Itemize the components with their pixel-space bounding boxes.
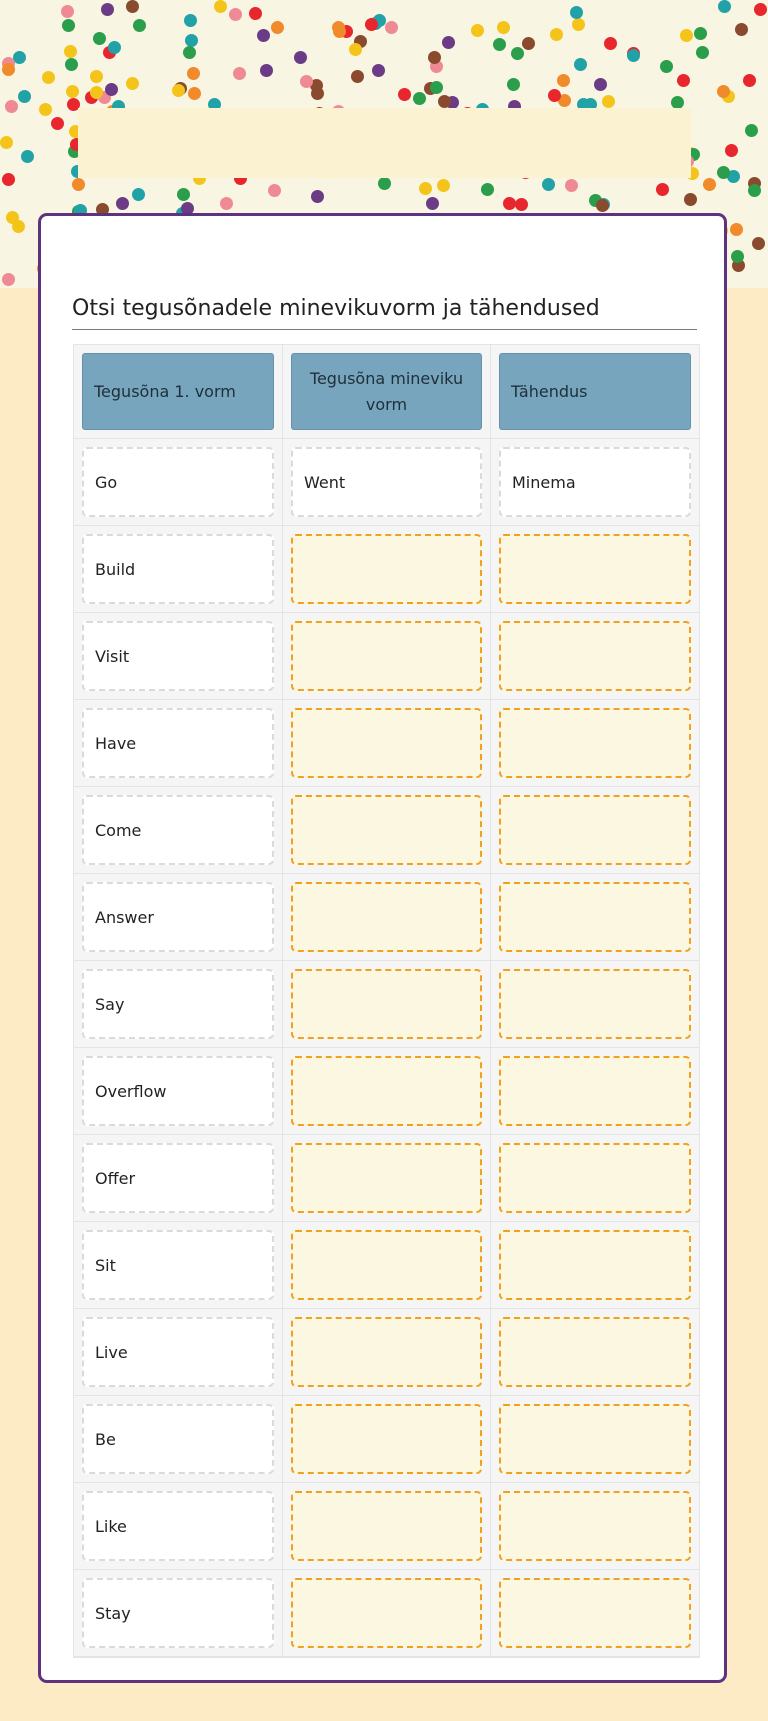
drop-zone-past[interactable] xyxy=(291,1491,482,1561)
confetti-dot xyxy=(602,95,615,108)
confetti-dot xyxy=(2,63,15,76)
confetti-dot xyxy=(677,74,690,87)
drop-zone-past[interactable] xyxy=(291,1317,482,1387)
confetti-dot xyxy=(565,179,578,192)
confetti-dot xyxy=(184,14,197,27)
drop-zone-meaning[interactable] xyxy=(499,534,691,604)
drop-zone-meaning[interactable] xyxy=(499,969,691,1039)
confetti-dot xyxy=(64,45,77,58)
drop-zone-past[interactable] xyxy=(291,708,482,778)
table-cell xyxy=(74,787,283,874)
confetti-dot xyxy=(39,103,52,116)
confetti-dot xyxy=(684,193,697,206)
confetti-dot xyxy=(93,32,106,45)
confetti-dot xyxy=(752,237,765,250)
confetti-dot xyxy=(62,19,75,32)
word-card[interactable]: Went xyxy=(291,447,482,517)
confetti-dot xyxy=(233,67,246,80)
confetti-dot xyxy=(2,273,15,286)
confetti-dot xyxy=(21,150,34,163)
word-card[interactable]: Have xyxy=(82,708,274,778)
drop-zone-meaning[interactable] xyxy=(499,795,691,865)
confetti-dot xyxy=(570,6,583,19)
table-cell xyxy=(74,526,283,613)
matching-table xyxy=(73,344,700,1658)
confetti-dot xyxy=(349,43,362,56)
confetti-dot xyxy=(656,183,669,196)
drop-zone-past[interactable] xyxy=(291,621,482,691)
column-header-meaning xyxy=(491,345,699,439)
drop-zone-meaning[interactable] xyxy=(499,1230,691,1300)
confetti-dot xyxy=(126,0,139,13)
word-card[interactable]: Answer xyxy=(82,882,274,952)
confetti-dot xyxy=(249,7,262,20)
table-cell xyxy=(74,439,283,526)
confetti-dot xyxy=(754,3,767,16)
confetti-dot xyxy=(717,85,730,98)
confetti-dot xyxy=(481,183,494,196)
drop-zone-past[interactable] xyxy=(291,534,482,604)
drop-zone-past[interactable] xyxy=(291,1056,482,1126)
table-cell xyxy=(491,1048,699,1135)
drop-zone-meaning[interactable] xyxy=(499,708,691,778)
word-card[interactable]: Like xyxy=(82,1491,274,1561)
confetti-dot xyxy=(471,24,484,37)
table-cell xyxy=(283,1135,491,1222)
confetti-dot xyxy=(311,190,324,203)
confetti-dot xyxy=(725,144,738,157)
confetti-dot xyxy=(413,92,426,105)
table-cell xyxy=(283,1396,491,1483)
confetti-dot xyxy=(65,58,78,71)
word-card[interactable]: Go xyxy=(82,447,274,517)
confetti-dot xyxy=(260,64,273,77)
confetti-dot xyxy=(378,177,391,190)
confetti-dot xyxy=(257,29,270,42)
confetti-dot xyxy=(229,8,242,21)
table-cell xyxy=(74,961,283,1048)
confetti-dot xyxy=(550,28,563,41)
table-cell xyxy=(283,1309,491,1396)
table-cell xyxy=(491,1222,699,1309)
confetti-dot xyxy=(604,37,617,50)
table-cell xyxy=(283,439,491,526)
confetti-dot xyxy=(594,78,607,91)
confetti-dot xyxy=(294,51,307,64)
table-cell xyxy=(491,1135,699,1222)
word-card[interactable]: Come xyxy=(82,795,274,865)
drop-zone-meaning[interactable] xyxy=(499,1056,691,1126)
confetti-dot xyxy=(430,81,443,94)
confetti-dot xyxy=(572,18,585,31)
worksheet-card xyxy=(38,213,727,1683)
table-cell xyxy=(74,1396,283,1483)
drop-zone-past[interactable] xyxy=(291,1578,482,1648)
confetti-dot xyxy=(90,86,103,99)
confetti-dot xyxy=(172,84,185,97)
table-cell xyxy=(74,874,283,961)
table-cell xyxy=(283,874,491,961)
drop-zone-meaning[interactable] xyxy=(499,621,691,691)
table-cell xyxy=(283,1483,491,1570)
drop-zone-past[interactable] xyxy=(291,969,482,1039)
confetti-dot xyxy=(426,197,439,210)
drop-zone-past[interactable] xyxy=(291,882,482,952)
column-header-base xyxy=(74,345,283,439)
table-cell xyxy=(491,700,699,787)
confetti-dot xyxy=(731,250,744,263)
drop-zone-meaning[interactable] xyxy=(499,1578,691,1648)
word-card[interactable]: Live xyxy=(82,1317,274,1387)
table-cell xyxy=(283,1222,491,1309)
confetti-dot xyxy=(66,85,79,98)
confetti-dot xyxy=(0,136,13,149)
confetti-dot xyxy=(268,184,281,197)
confetti-dot xyxy=(398,88,411,101)
confetti-dot xyxy=(372,64,385,77)
table-cell xyxy=(283,787,491,874)
confetti-dot xyxy=(419,182,432,195)
confetti-dot xyxy=(183,46,196,59)
confetti-dot xyxy=(116,197,129,210)
confetti-dot xyxy=(730,223,743,236)
table-cell xyxy=(491,1483,699,1570)
confetti-dot xyxy=(542,178,555,191)
confetti-dot xyxy=(365,18,378,31)
confetti-dot xyxy=(12,220,25,233)
table-cell xyxy=(74,1048,283,1135)
word-card[interactable]: Build xyxy=(82,534,274,604)
confetti-dot xyxy=(188,87,201,100)
confetti-dot xyxy=(428,51,441,64)
confetti-dot xyxy=(522,37,535,50)
drop-zone-past[interactable] xyxy=(291,1230,482,1300)
confetti-dot xyxy=(133,19,146,32)
confetti-dot xyxy=(214,0,227,13)
confetti-dot xyxy=(185,34,198,47)
table-cell xyxy=(283,1570,491,1657)
header-label: Tähendus xyxy=(499,353,691,430)
word-card[interactable]: Overflow xyxy=(82,1056,274,1126)
table-cell xyxy=(491,439,699,526)
confetti-dot xyxy=(220,197,233,210)
confetti-dot xyxy=(72,178,85,191)
confetti-dot xyxy=(511,47,524,60)
confetti-dot xyxy=(101,3,114,16)
table-cell xyxy=(491,961,699,1048)
confetti-dot xyxy=(493,38,506,51)
confetti-dot xyxy=(735,23,748,36)
confetti-dot xyxy=(703,178,716,191)
table-cell xyxy=(74,1570,283,1657)
confetti-dot xyxy=(385,21,398,34)
confetti-dot xyxy=(187,67,200,80)
confetti-dot xyxy=(596,199,609,212)
drop-zone-meaning[interactable] xyxy=(499,1317,691,1387)
table-cell xyxy=(491,1309,699,1396)
table-cell xyxy=(491,613,699,700)
table-cell xyxy=(74,613,283,700)
table-cell xyxy=(74,700,283,787)
table-cell xyxy=(74,1135,283,1222)
word-card[interactable]: Offer xyxy=(82,1143,274,1213)
header-label: Tegusõna mineviku vorm xyxy=(291,353,482,430)
header-label: Tegusõna 1. vorm xyxy=(82,353,274,430)
confetti-dot xyxy=(51,117,64,130)
table-cell xyxy=(491,1570,699,1657)
word-card[interactable]: Be xyxy=(82,1404,274,1474)
confetti-dot xyxy=(351,70,364,83)
confetti-dot xyxy=(660,60,673,73)
table-cell xyxy=(283,1048,491,1135)
confetti-dot xyxy=(108,41,121,54)
confetti-dot xyxy=(61,5,74,18)
confetti-dot xyxy=(718,0,731,13)
table-cell xyxy=(491,526,699,613)
drop-zone-meaning[interactable] xyxy=(499,882,691,952)
confetti-dot xyxy=(717,166,730,179)
word-card[interactable]: Stay xyxy=(82,1578,274,1648)
column-header-past xyxy=(283,345,491,439)
table-cell xyxy=(74,1222,283,1309)
word-card[interactable]: Say xyxy=(82,969,274,1039)
confetti-dot xyxy=(332,21,345,34)
table-cell xyxy=(491,1396,699,1483)
confetti-dot xyxy=(311,87,324,100)
table-cell xyxy=(491,787,699,874)
confetti-dot xyxy=(177,188,190,201)
table-cell xyxy=(283,961,491,1048)
word-card[interactable]: Minema xyxy=(499,447,691,517)
drop-zone-meaning[interactable] xyxy=(499,1404,691,1474)
drop-zone-meaning[interactable] xyxy=(499,1143,691,1213)
confetti-dot xyxy=(507,78,520,91)
table-cell xyxy=(283,613,491,700)
confetti-dot xyxy=(300,75,313,88)
confetti-dot xyxy=(574,58,587,71)
confetti-dot xyxy=(132,188,145,201)
word-card[interactable]: Visit xyxy=(82,621,274,691)
word-card[interactable]: Sit xyxy=(82,1230,274,1300)
confetti-dot xyxy=(743,74,756,87)
confetti-dot xyxy=(748,184,761,197)
confetti-dot xyxy=(497,21,510,34)
confetti-dot xyxy=(5,100,18,113)
confetti-dot xyxy=(18,90,31,103)
confetti-dot xyxy=(548,89,561,102)
table-cell xyxy=(74,1309,283,1396)
table-cell xyxy=(74,1483,283,1570)
confetti-dot xyxy=(557,74,570,87)
confetti-dot xyxy=(515,198,528,211)
confetti-dot xyxy=(437,179,450,192)
confetti-dot xyxy=(627,49,640,62)
table-cell xyxy=(283,526,491,613)
confetti-dot xyxy=(442,36,455,49)
drop-zone-past[interactable] xyxy=(291,1404,482,1474)
drop-zone-meaning[interactable] xyxy=(499,1491,691,1561)
confetti-dot xyxy=(694,27,707,40)
drop-zone-past[interactable] xyxy=(291,1143,482,1213)
confetti-dot xyxy=(42,71,55,84)
confetti-dot xyxy=(271,21,284,34)
table-cell xyxy=(283,700,491,787)
confetti-dot xyxy=(696,46,709,59)
title-banner xyxy=(78,108,691,178)
confetti-dot xyxy=(503,197,516,210)
worksheet-title: Otsi tegusõnadele minevikuvorm ja tähendused xyxy=(72,296,697,330)
drop-zone-past[interactable] xyxy=(291,795,482,865)
confetti-dot xyxy=(126,77,139,90)
confetti-dot xyxy=(2,173,15,186)
table-cell xyxy=(491,874,699,961)
confetti-dot xyxy=(105,83,118,96)
confetti-dot xyxy=(680,29,693,42)
confetti-dot xyxy=(745,124,758,137)
confetti-dot xyxy=(438,95,451,108)
confetti-dot xyxy=(90,70,103,83)
